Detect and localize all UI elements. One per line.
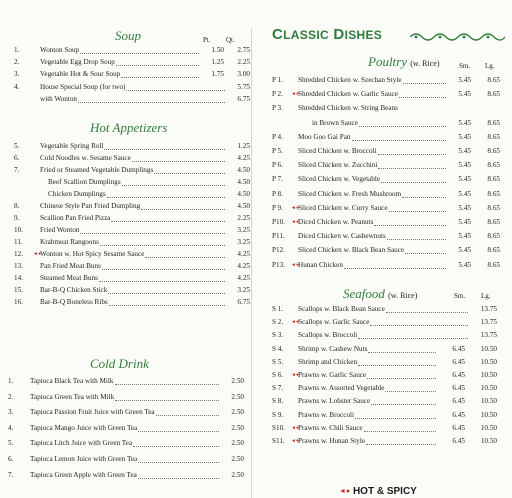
price-large: 3.25 bbox=[237, 226, 250, 234]
menu-item-row bbox=[8, 423, 244, 434]
dot-leader bbox=[389, 204, 446, 212]
classic-dishes-title: CLASSIC DISHES bbox=[272, 26, 383, 43]
price-small: 5.45 bbox=[458, 132, 471, 141]
menu-item-number: 10. bbox=[14, 226, 23, 234]
dot-leader bbox=[378, 147, 446, 155]
dot-leader bbox=[138, 471, 219, 479]
dot-leader bbox=[99, 274, 225, 282]
menu-item-row bbox=[14, 261, 250, 272]
soup-title: Soup bbox=[115, 28, 141, 43]
menu-item-number: 1. bbox=[8, 377, 14, 385]
price-small: 5.45 bbox=[458, 161, 471, 170]
price-large: 6.75 bbox=[237, 94, 250, 103]
dot-leader bbox=[141, 202, 225, 210]
menu-item-number: P 9. bbox=[272, 203, 283, 212]
soup-header-quart: Qt. bbox=[226, 36, 235, 44]
menu-item-name: Tapioca Lemon Juice with Green Tea bbox=[30, 455, 138, 463]
dot-leader bbox=[344, 261, 446, 269]
menu-item-number: S 5. bbox=[272, 357, 284, 366]
menu-item-name: Prawns w. Garlic Sauce bbox=[298, 371, 367, 379]
dot-leader bbox=[370, 318, 468, 326]
price-large: 6.75 bbox=[237, 298, 250, 306]
menu-item-row bbox=[272, 118, 508, 129]
menu-item-name: Chinese Style Pan Fried Dumpling bbox=[40, 202, 141, 210]
dot-leader bbox=[366, 437, 436, 445]
menu-item-name: Prawns w. Chili Sauce bbox=[298, 423, 363, 432]
menu-item-row bbox=[14, 285, 250, 296]
price-large: 4.25 bbox=[237, 154, 250, 162]
seafood-header-small: Sm. bbox=[454, 292, 466, 300]
menu-item-name: with Wonton bbox=[40, 94, 78, 103]
menu-item-number: S 2. bbox=[272, 318, 284, 327]
dot-leader bbox=[78, 95, 225, 103]
menu-item-number: S 6. bbox=[272, 371, 284, 379]
menu-item-row bbox=[14, 165, 250, 176]
poultry-header-small: Sm. bbox=[459, 62, 471, 70]
chili-pepper-icon: ◄● bbox=[291, 439, 299, 444]
menu-item-number: 7. bbox=[8, 470, 14, 479]
menu-item-row bbox=[272, 103, 508, 114]
menu-item-row bbox=[272, 383, 510, 394]
price-small: 5.45 bbox=[458, 203, 471, 212]
menu-item-name: in Brown Sauce bbox=[312, 118, 358, 127]
seafood-header-large: Lg. bbox=[481, 292, 491, 300]
menu-item-number: 4. bbox=[14, 82, 20, 91]
menu-item-row bbox=[272, 317, 510, 328]
price-small: 5.45 bbox=[458, 147, 471, 155]
chili-pepper-icon: ◄● bbox=[291, 205, 299, 211]
menu-item-number: 13. bbox=[14, 262, 23, 270]
price-small: 1.75 bbox=[211, 70, 224, 79]
price-large: 8.65 bbox=[487, 132, 500, 141]
menu-item-row bbox=[272, 330, 510, 341]
menu-item-row bbox=[14, 177, 250, 188]
menu-item-name: Prawns w. Assorted Vegetable bbox=[298, 384, 385, 393]
price-large: 2.50 bbox=[231, 470, 244, 479]
menu-item-row bbox=[272, 370, 510, 381]
menu-item-row bbox=[14, 225, 250, 236]
dot-leader bbox=[111, 214, 225, 222]
menu-item-name: Fried or Steamed Vegetable Dumplings bbox=[40, 166, 154, 174]
dot-leader bbox=[102, 262, 225, 270]
price-large: 2.50 bbox=[231, 392, 244, 401]
menu-item-number: 6. bbox=[14, 154, 20, 162]
menu-item-number: 6. bbox=[8, 455, 14, 463]
price-large: 8.65 bbox=[487, 175, 500, 184]
menu-item-number: S10. bbox=[272, 423, 285, 432]
menu-item-name: Beef Scallion Dumplings bbox=[48, 178, 121, 186]
price-small: 5.45 bbox=[458, 189, 471, 198]
price-large: 2.25 bbox=[237, 214, 250, 222]
price-large: 10.50 bbox=[480, 357, 497, 366]
menu-item-number: 2. bbox=[14, 58, 20, 67]
menu-item-number: S 9. bbox=[272, 410, 284, 419]
menu-item-number: 7. bbox=[14, 166, 20, 174]
chili-pepper-icon: ◄● bbox=[291, 262, 299, 268]
menu-item-row bbox=[14, 297, 250, 308]
dot-leader bbox=[115, 393, 219, 401]
menu-item-number: S 8. bbox=[272, 397, 284, 406]
seafood-title: Seafood (w. Rice) bbox=[343, 286, 418, 301]
menu-item-row bbox=[14, 141, 250, 152]
menu-item-row bbox=[14, 237, 250, 248]
dot-leader bbox=[352, 133, 446, 141]
price-large: 8.65 bbox=[487, 218, 500, 226]
menu-item-name: Sliced Chicken w. Fresh Mushroom bbox=[298, 189, 402, 198]
price-large: 8.65 bbox=[487, 203, 500, 212]
menu-item-number: S11. bbox=[272, 437, 285, 445]
menu-item-row bbox=[272, 304, 510, 315]
dot-leader bbox=[107, 190, 225, 198]
menu-item-number: 2. bbox=[8, 392, 14, 401]
menu-item-name: Tapioca Green Apple with Green Tea bbox=[30, 470, 137, 479]
dot-leader bbox=[399, 90, 446, 98]
menu-item-row bbox=[272, 245, 508, 256]
menu-item-name: Fried Wonton bbox=[40, 226, 80, 234]
menu-item-row bbox=[272, 203, 508, 214]
menu-item-name: Wonton w. Hot Spicy Sesame Sauce bbox=[40, 250, 145, 258]
price-large: 13.75 bbox=[480, 318, 497, 327]
menu-item-row bbox=[272, 423, 510, 434]
menu-item-row bbox=[272, 132, 508, 143]
price-small: 6.45 bbox=[452, 397, 465, 406]
menu-item-row bbox=[272, 231, 508, 242]
dot-leader bbox=[145, 250, 225, 258]
price-small: 6.45 bbox=[452, 344, 465, 353]
menu-item-name: Prawns w. Hunan Style bbox=[298, 437, 366, 445]
menu-item-row bbox=[8, 392, 244, 403]
menu-item-row bbox=[272, 89, 508, 100]
price-large: 8.65 bbox=[487, 76, 500, 84]
dot-leader bbox=[121, 70, 199, 78]
menu-item-name: Pan Fried Meat Buns bbox=[40, 262, 101, 270]
menu-item-name: Hunan Chicken bbox=[298, 260, 343, 269]
cold-drink-title: Cold Drink bbox=[90, 356, 149, 371]
menu-item-number: 3. bbox=[8, 408, 14, 417]
price-large: 5.75 bbox=[237, 82, 250, 91]
price-large: 8.65 bbox=[487, 147, 500, 155]
menu-item-name: Shredded Chicken w. Garlic Sauce bbox=[298, 90, 398, 99]
menu-item-name: Scallion Pan Fried Pizza bbox=[40, 214, 111, 222]
dot-leader bbox=[359, 119, 446, 127]
dot-leader bbox=[364, 424, 436, 432]
chili-pepper-icon: ◄● bbox=[291, 425, 299, 431]
dot-leader bbox=[115, 377, 219, 385]
dot-leader bbox=[355, 411, 436, 419]
menu-item-row bbox=[272, 160, 508, 171]
price-large: 10.50 bbox=[480, 384, 497, 393]
menu-item-row bbox=[14, 94, 250, 105]
price-large: 10.50 bbox=[480, 344, 497, 353]
menu-item-number: 11. bbox=[14, 238, 23, 246]
dot-leader bbox=[358, 331, 468, 339]
price-large: 8.65 bbox=[487, 260, 500, 269]
chili-pepper-icon: ◄● bbox=[33, 252, 41, 257]
menu-item-number: 5. bbox=[14, 142, 20, 150]
menu-item-row bbox=[272, 357, 510, 368]
menu-item-name: Cold Noodles w. Sesame Sauce bbox=[40, 154, 131, 162]
price-large: 4.25 bbox=[237, 274, 250, 282]
menu-item-name: Shrimp and Chicken bbox=[298, 357, 358, 366]
price-small: 1.50 bbox=[211, 46, 224, 54]
menu-item-number: 14. bbox=[14, 274, 23, 282]
dot-leader bbox=[154, 166, 225, 174]
price-small: 5.45 bbox=[458, 218, 471, 226]
price-large: 4.50 bbox=[237, 178, 250, 186]
menu-item-name: Shredded Chicken w. String Beans bbox=[298, 104, 398, 113]
menu-item-row bbox=[272, 146, 508, 157]
menu-item-row bbox=[272, 189, 508, 200]
menu-item-name: Tapioca Green Tea with Milk bbox=[30, 392, 115, 401]
menu-item-number: P 8. bbox=[272, 189, 283, 198]
menu-item-number: 3. bbox=[14, 70, 20, 79]
dot-leader bbox=[378, 161, 446, 169]
menu-item-name: Tapioca Mango Juice with Green Tea bbox=[30, 423, 138, 432]
menu-item-name: Sliced Chicken w. Black Bean Sauce bbox=[298, 246, 405, 255]
menu-item-name: Shrimp w. Cashew Nuts bbox=[298, 344, 368, 353]
dot-leader bbox=[133, 439, 219, 447]
menu-item-name: Sliced Chicken w. Zucchini bbox=[298, 161, 378, 170]
menu-item-name: Diced Chicken w. Cashewnuts bbox=[298, 232, 386, 241]
price-large: 13.75 bbox=[480, 331, 497, 340]
menu-item-row bbox=[14, 69, 250, 80]
menu-item-row bbox=[14, 213, 250, 224]
price-large: 10.50 bbox=[480, 397, 497, 406]
menu-item-name: Prawns w. Lobster Sauce bbox=[298, 397, 371, 406]
menu-item-number: 5. bbox=[8, 439, 14, 448]
menu-item-name: Tapioca Litch Juice with Green Tea bbox=[30, 439, 133, 448]
menu-item-number: S 3. bbox=[272, 331, 284, 340]
menu-item-number: P13. bbox=[272, 260, 285, 269]
menu-item-number: P12. bbox=[272, 246, 285, 255]
dot-leader bbox=[358, 358, 436, 366]
menu-item-number: P10. bbox=[272, 218, 285, 226]
menu-item-number: P11. bbox=[272, 232, 285, 241]
soup-header-pint: Pt. bbox=[203, 36, 211, 44]
menu-item-name: Prawns w. Broccoli bbox=[298, 410, 355, 419]
dot-leader bbox=[374, 218, 446, 226]
dot-leader bbox=[405, 246, 446, 254]
dot-leader bbox=[132, 154, 225, 162]
decorative-swirl-icon bbox=[410, 32, 505, 42]
menu-item-name: Scallops w. Garlic Sauce bbox=[298, 318, 370, 327]
menu-item-name: Scallops w. Black Bean Sauce bbox=[298, 305, 385, 313]
price-small: 5.45 bbox=[458, 76, 471, 84]
menu-item-row bbox=[272, 344, 510, 355]
menu-item-name: Bar-B-Q Boneless Ribs bbox=[40, 298, 108, 306]
hot-spicy-legend: ◄● HOT & SPICY bbox=[339, 486, 417, 497]
chili-pepper-icon: ◄● bbox=[291, 220, 299, 225]
menu-item-number: 4. bbox=[8, 423, 14, 432]
menu-item-name: Steamed Meat Buns bbox=[40, 274, 98, 282]
chili-pepper-icon: ◄● bbox=[291, 92, 299, 98]
chili-pepper-icon: ◄● bbox=[339, 487, 351, 495]
menu-item-name: Moo Goo Gai Pan bbox=[298, 132, 351, 141]
price-large: 4.50 bbox=[237, 190, 250, 198]
menu-item-name: Sliced Chicken w. Broccoli bbox=[298, 147, 377, 155]
menu-item-number: P 2. bbox=[272, 90, 283, 99]
price-large: 2.50 bbox=[231, 408, 244, 417]
price-small: 6.45 bbox=[452, 423, 465, 432]
price-small: 1.25 bbox=[211, 58, 224, 67]
dot-leader bbox=[368, 345, 436, 353]
menu-item-row bbox=[272, 217, 508, 228]
menu-item-number: P 7. bbox=[272, 175, 283, 184]
price-small: 5.45 bbox=[458, 232, 471, 241]
price-large: 3.00 bbox=[237, 70, 250, 79]
menu-item-number: P 1. bbox=[272, 76, 283, 84]
dot-leader bbox=[402, 190, 446, 198]
menu-item-number: P 4. bbox=[272, 132, 283, 141]
menu-item-name: Scallops w. Broccoli bbox=[298, 331, 358, 340]
menu-item-row bbox=[14, 201, 250, 212]
price-large: 13.75 bbox=[480, 305, 497, 313]
price-large: 4.25 bbox=[237, 262, 250, 270]
menu-item-name: Vegetable Spring Roll bbox=[40, 142, 104, 150]
appetizers-title: Hot Appetizers bbox=[90, 120, 168, 135]
price-small: 5.45 bbox=[458, 246, 471, 255]
menu-item-number: S 7. bbox=[272, 384, 284, 393]
price-large: 2.50 bbox=[231, 423, 244, 432]
price-large: 10.50 bbox=[480, 437, 497, 445]
column-divider bbox=[251, 28, 252, 498]
menu-item-row bbox=[14, 57, 250, 68]
menu-item-row bbox=[8, 438, 244, 449]
menu-item-row bbox=[272, 436, 510, 447]
price-small: 6.45 bbox=[452, 371, 465, 379]
menu-item-name: Tapioca Passion Fruit Juice with Green Tea bbox=[30, 408, 155, 417]
menu-item-name: Bar-B-Q Chicken Stick bbox=[40, 286, 108, 294]
menu-item-row bbox=[14, 273, 250, 284]
menu-item-number: P 5. bbox=[272, 147, 283, 155]
menu-item-number: S 1. bbox=[272, 305, 284, 313]
price-large: 2.50 bbox=[231, 455, 244, 463]
price-small: 5.45 bbox=[458, 118, 471, 127]
price-large: 2.25 bbox=[237, 58, 250, 67]
price-large: 10.50 bbox=[480, 371, 497, 379]
menu-item-name: Tapioca Black Tea with Milk bbox=[30, 377, 114, 385]
dot-leader bbox=[387, 232, 446, 240]
menu-item-number: 15. bbox=[14, 286, 23, 294]
menu-item-row bbox=[272, 174, 508, 185]
dot-leader bbox=[116, 58, 199, 66]
menu-item-name: Chicken Dumplings bbox=[48, 190, 106, 198]
poultry-title: Poultry (w. Rice) bbox=[368, 54, 440, 69]
price-large: 3.25 bbox=[237, 286, 250, 294]
menu-item-number: P 6. bbox=[272, 161, 283, 170]
dot-leader bbox=[385, 384, 436, 392]
poultry-header-large: Lg. bbox=[485, 62, 495, 70]
dot-leader bbox=[381, 175, 446, 183]
dot-leader bbox=[80, 46, 199, 54]
menu-item-row bbox=[8, 470, 244, 481]
price-small: 6.45 bbox=[452, 437, 465, 445]
price-small: 6.45 bbox=[452, 384, 465, 393]
menu-item-row bbox=[14, 189, 250, 200]
price-large: 1.25 bbox=[237, 142, 250, 150]
price-large: 4.50 bbox=[237, 166, 250, 174]
price-large: 2.50 bbox=[231, 439, 244, 448]
price-large: 10.50 bbox=[480, 423, 497, 432]
menu-item-number: 9. bbox=[14, 214, 20, 222]
price-small: 6.45 bbox=[452, 357, 465, 366]
menu-item-number: 12. bbox=[14, 250, 23, 258]
menu-item-row bbox=[272, 410, 510, 421]
dot-leader bbox=[138, 424, 219, 432]
menu-item-name: Sliced Chicken w. Vegetable bbox=[298, 175, 381, 184]
menu-item-row bbox=[8, 407, 244, 418]
menu-item-name: Vegetable Hot & Sour Soup bbox=[40, 70, 121, 79]
dot-leader bbox=[104, 142, 225, 150]
dot-leader bbox=[109, 298, 225, 306]
menu-item-name: Shredded Chicken w. Szechan Style bbox=[298, 76, 402, 84]
menu-item-row bbox=[272, 260, 508, 271]
dot-leader bbox=[156, 408, 219, 416]
price-large: 8.65 bbox=[487, 189, 500, 198]
dot-leader bbox=[122, 178, 225, 186]
price-large: 8.65 bbox=[487, 232, 500, 241]
price-small: 5.45 bbox=[458, 260, 471, 269]
menu-item-name: Wonton Soup bbox=[40, 46, 80, 54]
price-large: 8.65 bbox=[487, 246, 500, 255]
price-large: 3.25 bbox=[237, 238, 250, 246]
menu-item-row bbox=[14, 249, 250, 260]
price-large: 8.65 bbox=[487, 90, 500, 99]
menu-item-name: Vegetable Egg Drop Soup bbox=[40, 58, 115, 67]
menu-item-number: 8. bbox=[14, 202, 20, 210]
dot-leader bbox=[386, 305, 468, 313]
menu-item-name: Diced Chicken w. Peanuts bbox=[298, 218, 374, 226]
dot-leader bbox=[100, 238, 225, 246]
dot-leader bbox=[367, 371, 436, 379]
menu-item-number: 16. bbox=[14, 298, 23, 306]
menu-item-row bbox=[14, 82, 250, 93]
price-large: 10.50 bbox=[480, 410, 497, 419]
price-large: 8.65 bbox=[487, 161, 500, 170]
price-large: 2.75 bbox=[237, 46, 250, 54]
menu-item-number: P 3. bbox=[272, 104, 283, 113]
menu-item-row bbox=[8, 454, 244, 465]
dot-leader bbox=[80, 226, 225, 234]
chili-pepper-icon: ◄● bbox=[291, 320, 299, 326]
menu-item-name: Sliced Chicken w. Curry Sauce bbox=[298, 203, 388, 212]
price-large: 8.65 bbox=[487, 118, 500, 127]
chili-pepper-icon: ◄● bbox=[291, 373, 299, 378]
menu-item-number: S 4. bbox=[272, 344, 284, 353]
price-large: 4.25 bbox=[237, 250, 250, 258]
menu-item-name: Krabmeat Rangoons bbox=[40, 238, 99, 246]
menu-item-row bbox=[14, 45, 250, 56]
dot-leader bbox=[138, 455, 219, 463]
price-small: 5.45 bbox=[458, 90, 471, 99]
menu-item-row bbox=[272, 396, 510, 407]
dot-leader bbox=[126, 83, 225, 91]
menu-item-number: 1. bbox=[14, 46, 20, 54]
menu-item-row bbox=[272, 75, 508, 86]
price-large: 4.50 bbox=[237, 202, 250, 210]
price-small: 6.45 bbox=[452, 410, 465, 419]
menu-item-name: House Special Soup (for two) bbox=[40, 82, 126, 91]
price-large: 2.50 bbox=[231, 377, 244, 385]
price-small: 5.45 bbox=[458, 175, 471, 184]
menu-item-row bbox=[14, 153, 250, 164]
dot-leader bbox=[371, 397, 436, 405]
menu-item-row bbox=[8, 376, 244, 387]
dot-leader bbox=[403, 76, 446, 84]
dot-leader bbox=[108, 286, 225, 294]
